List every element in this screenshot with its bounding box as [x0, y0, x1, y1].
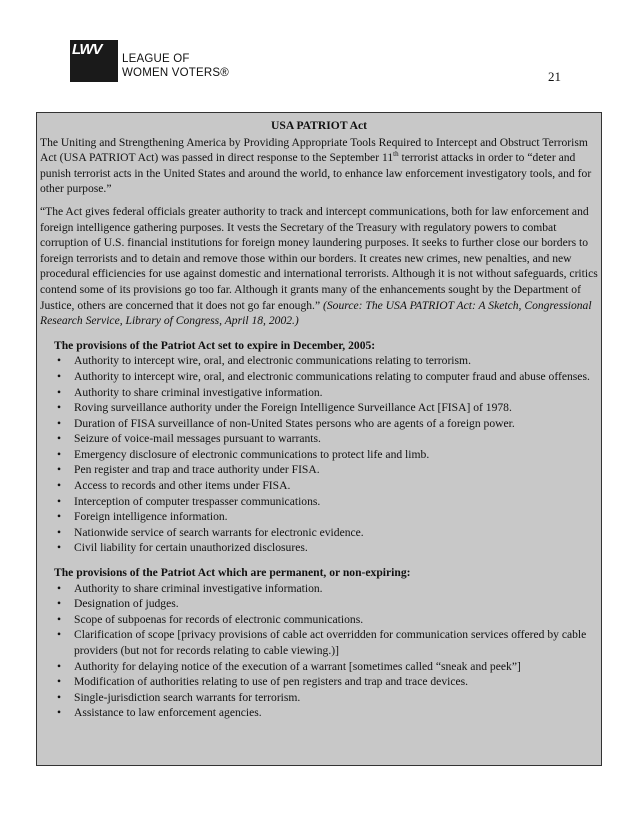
- list-item: • Scope of subpoenas for records of electronic communications.: [54, 612, 598, 628]
- logo-mark: LWV: [70, 40, 118, 82]
- lwv-logo: [70, 40, 230, 84]
- list-item: • Duration of FISA surveillance of non-United States persons who are agents of a foreign power.: [54, 416, 598, 432]
- list-item: • Interception of computer trespasser communications.: [54, 494, 598, 510]
- list-item: • Nationwide service of search warrants for electronic evidence.: [54, 525, 598, 541]
- list-item: • Clarification of scope [privacy provisions of cable act overridden for communication services offered by cable providers (but not for records relating to cable viewing.)]: [54, 627, 598, 658]
- list-item: • Authority to share criminal investigative information.: [54, 581, 598, 597]
- list-item: • Roving surveillance authority under the Foreign Intelligence Surveillance Act [FISA] of 1978.: [54, 400, 598, 416]
- patriot-act-box: [36, 112, 602, 766]
- list-item: • Assistance to law enforcement agencies.: [54, 705, 598, 721]
- expiring-list: [54, 353, 598, 556]
- expiring-section: [40, 338, 598, 556]
- list-item: • Authority for delaying notice of the execution of a warrant [sometimes called “sneak and peek”]: [54, 659, 598, 675]
- list-item: • Authority to intercept wire, oral, and electronic communications relating to terrorism.: [54, 353, 598, 369]
- list-item: • Authority to share criminal investigative information.: [54, 385, 598, 401]
- page-number: 21: [548, 69, 561, 84]
- list-item: • Designation of judges.: [54, 596, 598, 612]
- list-item: • Foreign intelligence information.: [54, 509, 598, 525]
- permanent-heading: The provisions of the Patriot Act which are permanent, or non-expiring:: [54, 566, 411, 580]
- expiring-heading: The provisions of the Patriot Act set to expire in December, 2005:: [54, 338, 376, 352]
- list-item: • Modification of authorities relating to use of pen registers and trap and trace devices.: [54, 674, 598, 690]
- list-item: • Seizure of voice-mail messages pursuant to warrants.: [54, 431, 598, 447]
- box-title: USA PATRIOT Act: [271, 119, 367, 132]
- list-item: • Civil liability for certain unauthorized disclosures.: [54, 540, 598, 556]
- permanent-list: [54, 581, 598, 721]
- quote-paragraph: “The Act gives federal officials greater authority to track and intercept communications, both for law enforcement and foreign intelligence gathering purposes. It vests the Secretary of the Treasury with regulatory powers to combat corruption of U.S. financial institutions for foreign money laundering purposes. It seeks to further close our borders to foreign terrorists and to detain and remove those within our borders. It creates new crimes, new penalties, and new procedural efficiencies for use against domestic and international terrorists. Although it is not without safeguards, critics contend some of its provisions go too far. Although it grants many of the enhancements sought by the Department of Justice, others are concerned that it does not go far enough.” (Source: The USA PATRIOT Act: A Sketch, Congressional Research Service, Library of Congress, April 18, 2002.): [40, 204, 598, 328]
- list-item: • Access to records and other items under FISA.: [54, 478, 598, 494]
- list-item: • Pen register and trap and trace authority under FISA.: [54, 462, 598, 478]
- list-item: • Single-jurisdiction search warrants for terrorism.: [54, 690, 598, 706]
- permanent-section: [40, 565, 598, 721]
- quote-source: (Source: The USA PATRIOT Act: A Sketch, Congressional Research Service, Library of Congress, April 18, 2002.): [40, 298, 592, 328]
- logo-text: LEAGUE OF WOMEN VOTERS®: [122, 53, 229, 79]
- list-item: • Emergency disclosure of electronic communications to protect life and limb.: [54, 447, 598, 463]
- list-item: • Authority to intercept wire, oral, and electronic communications relating to computer fraud and abuse offenses.: [54, 369, 598, 385]
- intro-paragraph: The Uniting and Strengthening America by Providing Appropriate Tools Required to Intercept and Obstruct Terrorism Act (USA PATRIOT Act) was passed in direct response to the September 11th terrorist attacks in order to “deter and punish terrorist acts in the United States and around the world, to enhance law enforcement investigatory tools, and for other purpose.”: [40, 135, 592, 196]
